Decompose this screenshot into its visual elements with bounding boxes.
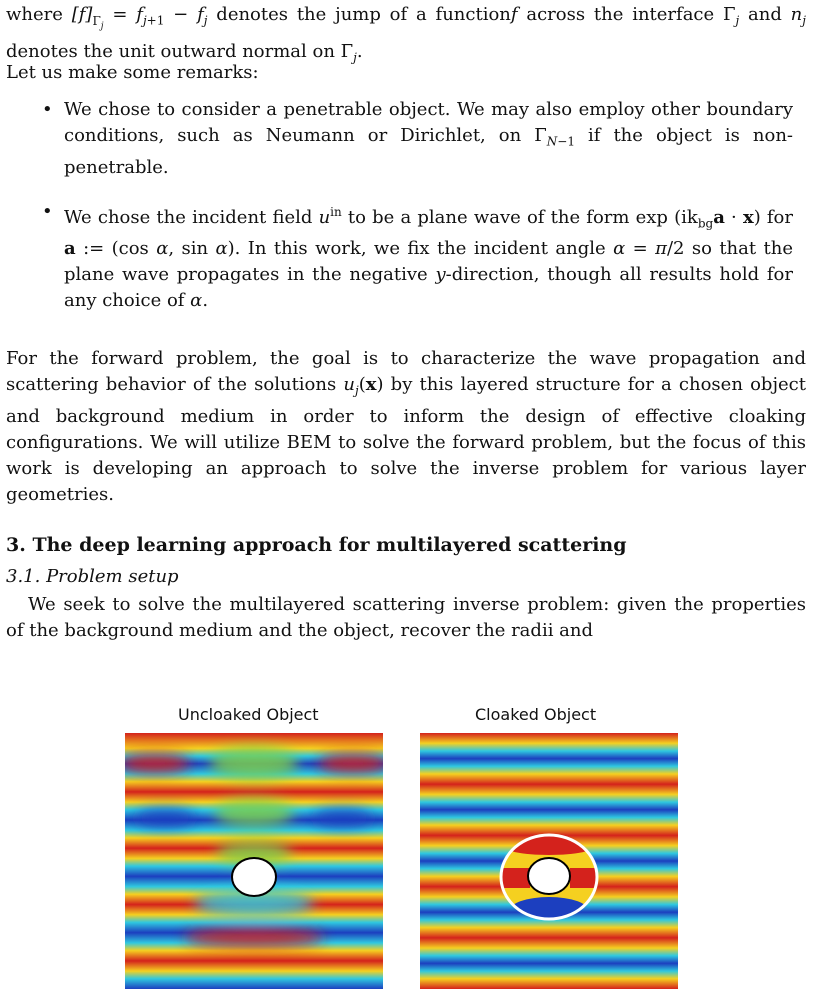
remarks-list <box>0 97 813 314</box>
object-circle <box>232 858 276 896</box>
setup-paragraph: We seek to solve the multilayered scattering inverse problem: given the properties of the background medium and the object, recover the radii and <box>6 594 806 641</box>
uncloaked-title: Uncloaked Object <box>178 705 319 724</box>
list-item: • We chose to consider a penetrable object. We may also employ other boundary conditions, such as Neumann or Dirichlet, on $\Gamma_{N-1}$ if the object is non-penetrable. <box>42 99 794 178</box>
cloaked-title: Cloaked Object <box>475 705 597 724</box>
uncloaked-field-image <box>125 733 383 989</box>
bullet-icon: • <box>42 200 53 222</box>
list-item: • We chose the incident field $u^{in}$ to be a plane wave of the form $\exp (ik_{bg}a \cdot x)$ for a := (cos α, sin α). In this work, we fix the incident angle α = π/2 so that the plane wave propagates in the negative y-direction, though all results hold for any choice of α. <box>42 200 793 312</box>
forward-problem-paragraph: For the forward problem, the goal is to characterize the wave propagation and scattering behavior of the solutions $u_j(x)$ by this layered structure for a chosen object and background medium in order to inform the design of effective cloaking configurations. We will utilize BEM to solve the forward problem, but the focus of this work is developing an approach to solve the inverse problem for various layer geometries. <box>6 348 806 505</box>
object-circle <box>528 858 570 894</box>
remarks-lead: Let us make some remarks: <box>6 62 259 83</box>
cloaked-panel <box>420 733 678 989</box>
cloaked-field-image <box>420 733 678 989</box>
section-heading: 3. The deep learning approach for multilayered scattering <box>6 534 627 556</box>
figure <box>110 705 710 990</box>
subsection-heading: 3.1. Problem setup <box>6 566 179 587</box>
intro-paragraph: where $[f]_{\Gamma_j} = f_{j+1} - f_j$ denotes the jump of a functionf across the interface $\Gamma_j$ and $n_j$ denotes the unit outward normal on $\Gamma_j$. <box>6 4 806 65</box>
bullet-icon: • <box>42 99 53 120</box>
uncloaked-panel <box>125 733 383 989</box>
